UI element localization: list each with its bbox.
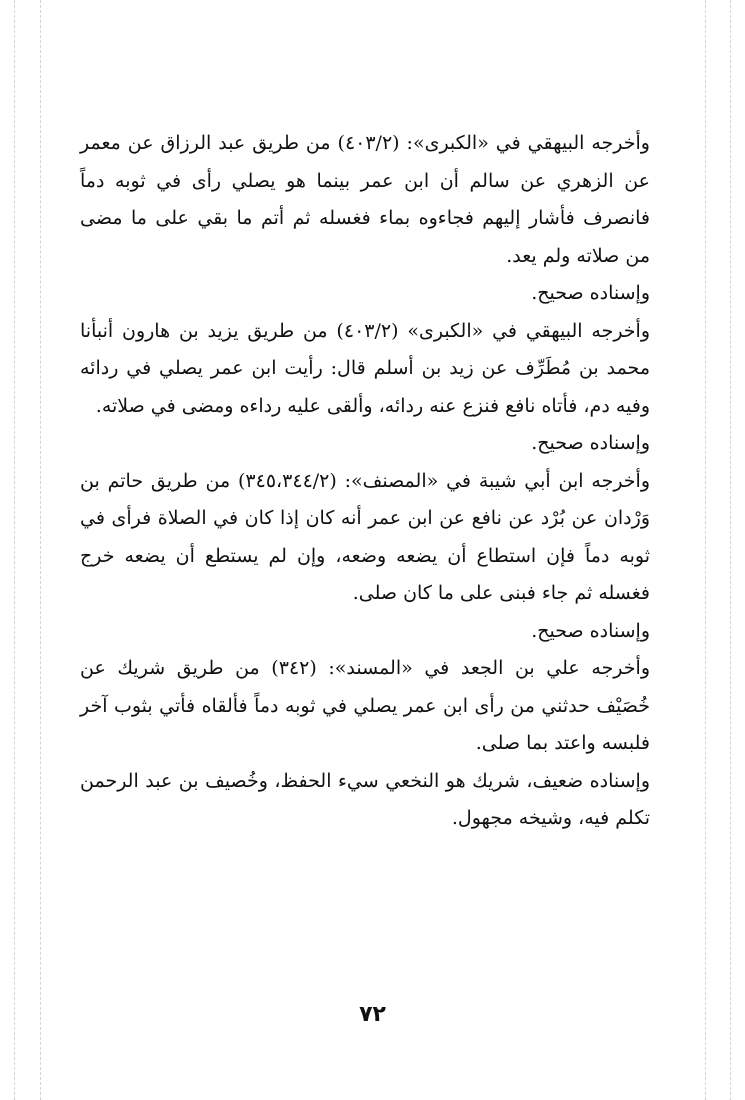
paragraph-isnad-sahih-2: وإسناده صحيح. (531, 432, 650, 454)
page-body-text (80, 125, 650, 838)
paragraph-bayhaqi-yazid: وأخرجه البيهقي في «الكبرى» (٤٠٣/٢) من طريق يزيد بن هارون أنبأنا محمد بن مُطَرِّف عن زيد بن أسلم قال: رأيت ابن عمر يصلي في ردائه وفيه دم، فأتاه نافع فنزع عنه ردائه، وألقى عليه رداءه ومضى في صلاته. (80, 319, 651, 417)
margin-guide-left-inner (40, 0, 41, 1100)
margin-guide-right-outer (730, 0, 731, 1100)
paragraph-ali-ibn-jad: وأخرجه علي بن الجعد في «المسند»: (٣٤٢) من طريق شريك عن خُصَيْف حدثني من رأى ابن عمر يصلي في ثوبه دماً فألقاه فأتي بثوب آخر فلبسه واعتد بما صلى. (80, 657, 650, 754)
margin-guide-right-inner (705, 0, 706, 1100)
paragraph-bayhaqi-abdurrazzaq: وأخرجه البيهقي في «الكبرى»: (٤٠٣/٢) من طريق عبد الرزاق عن معمر عن الزهري عن سالم أن ابن عمر بينما هو يصلي رأى في ثوبه دماً فانصرف فأشار إليهم فجاءوه بماء فغسله ثم أتم ما بقي على ما مضى من صلاته ولم يعد. (80, 132, 650, 267)
margin-guide-left-outer (14, 0, 15, 1100)
paragraph-isnad-sahih-3: وإسناده صحيح. (531, 619, 650, 642)
paragraph-ibn-abi-shaybah: وأخرجه ابن أبي شيبة في «المصنف»: (٣٤٥،٣٤٤/٢) من طريق حاتم بن وَرْدان عن بُرْد عن نافع عن ابن عمر أنه كان إذا كان في الصلاة فرأى في ثوبه دماً فإن استطاع أن يضعه وضعه، وإن لم يستطع أن يضعه خرج فغسله ثم جاء فبنى على ما كان صلى. (80, 469, 650, 604)
paragraph-isnad-sahih-1: وإسناده صحيح. (531, 282, 650, 304)
page-number: ٧٢ (359, 1002, 386, 1027)
paragraph-isnad-daif: وإسناده ضعيف، شريك هو النخعي سيء الحفظ، وخُصيف بن عبد الرحمن تكلم فيه، وشيخه مجهول. (80, 769, 650, 829)
